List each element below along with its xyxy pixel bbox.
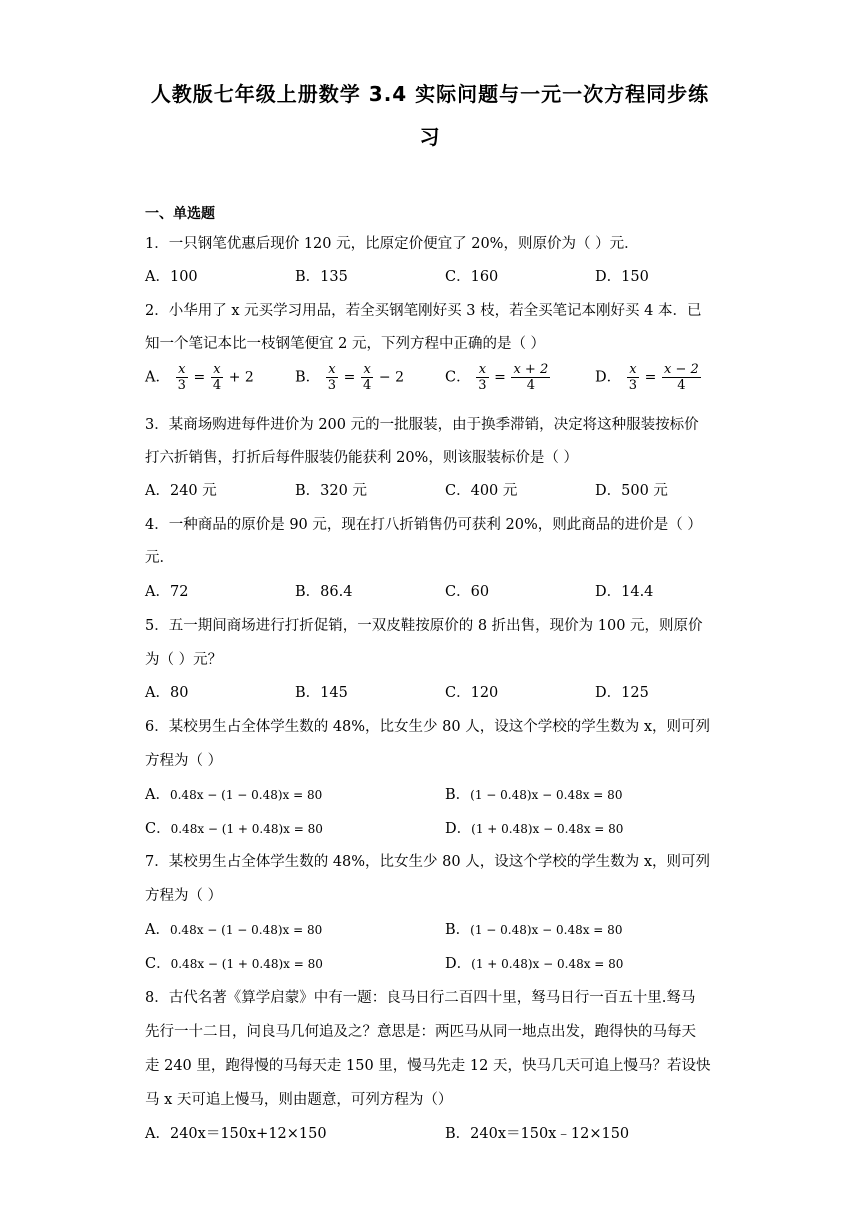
q7-option-d bbox=[445, 952, 623, 973]
q2-option-c bbox=[445, 362, 551, 393]
numerator: x bbox=[326, 362, 338, 378]
numerator: x bbox=[211, 362, 223, 378]
numerator: x bbox=[476, 362, 488, 378]
question-8-line-4: 马 x 天可追上慢马，则由题意，可列方程为（） bbox=[145, 1092, 453, 1108]
q2-option-a bbox=[145, 362, 254, 393]
denominator: 4 bbox=[363, 378, 372, 393]
q1-option-d: D．150 bbox=[595, 269, 649, 285]
equals-sign: = bbox=[644, 369, 657, 386]
question-8-line-1: 8．古代名著《算学启蒙》中有一题：良马日行二百四十里，驽马日行一百五十里.驽马 bbox=[145, 990, 696, 1006]
option-label: C． bbox=[145, 821, 171, 837]
q3-option-c: C．400 元 bbox=[445, 483, 518, 499]
question-1-text: 1．一只钢笔优惠后现价 120 元，比原定价便宜了 20%，则原价为（ ）元． bbox=[145, 236, 639, 252]
equation: (1 − 0.48)x − 0.48x = 80 bbox=[470, 923, 623, 937]
equation: 0.48x − (1 − 0.48)x = 80 bbox=[169, 788, 323, 802]
numerator: x − 2 bbox=[663, 362, 699, 377]
fraction bbox=[662, 362, 701, 393]
q3-option-b: B．320 元 bbox=[295, 483, 367, 499]
q6-option-d bbox=[445, 817, 623, 838]
q2-option-b bbox=[295, 362, 404, 393]
q4-option-b: B．86.4 bbox=[295, 584, 353, 600]
denominator: 3 bbox=[177, 378, 186, 393]
fraction bbox=[361, 362, 373, 393]
option-label: D． bbox=[595, 369, 622, 386]
q3-option-a: A．240 元 bbox=[145, 483, 217, 499]
denominator: 3 bbox=[628, 378, 638, 393]
equation-tail: − 2 bbox=[378, 369, 404, 386]
q5-option-a: A．80 bbox=[145, 685, 189, 701]
question-4-line-2: 元． bbox=[145, 550, 174, 566]
q7-option-a bbox=[145, 918, 322, 939]
denominator: 4 bbox=[212, 378, 222, 393]
question-5-line-2: 为（ ）元？ bbox=[145, 652, 223, 668]
equation: 0.48x − (1 + 0.48)x = 80 bbox=[170, 822, 323, 836]
numerator: x + 2 bbox=[513, 362, 549, 377]
q1-option-a: A．100 bbox=[145, 269, 198, 285]
option-label: A． bbox=[145, 787, 170, 803]
q6-option-b bbox=[445, 783, 622, 804]
option-label: C． bbox=[445, 369, 471, 386]
denominator: 3 bbox=[478, 378, 487, 393]
question-2-line-1: 2．小华用了 x 元买学习用品，若全买钢笔刚好买 3 枝，若全买笔记本刚好买 4 本．已 bbox=[145, 303, 702, 319]
question-3-line-1: 3．某商场购进每件进价为 200 元的一批服装，由于换季滞销，决定将这种服装按标价 bbox=[145, 417, 699, 433]
question-7-line-2: 方程为（ ） bbox=[145, 888, 223, 904]
question-6-line-1: 6．某校男生占全体学生数的 48%，比女生少 80 人，设这个学校的学生数为 x，则可列 bbox=[145, 719, 711, 735]
fraction bbox=[211, 362, 223, 393]
equals-sign: = bbox=[494, 369, 506, 386]
q5-option-d: D．125 bbox=[595, 685, 649, 701]
q7-option-c bbox=[145, 952, 323, 973]
equation: 0.48x − (1 + 0.48)x = 80 bbox=[170, 957, 323, 971]
q7-option-b bbox=[445, 918, 622, 939]
option-label: B． bbox=[445, 787, 471, 803]
question-2-line-2: 知一个笔记本比一枝钢笔便宜 2 元，下列方程中正确的是（ ） bbox=[145, 336, 546, 352]
denominator: 4 bbox=[526, 378, 535, 393]
question-5-line-1: 5．五一期间商场进行打折促销，一双皮鞋按原价的 8 折出售，现价为 100 元，则原价 bbox=[145, 618, 703, 634]
question-8-line-2: 先行一十二日，问良马几何追及之？意思是：两匹马从同一地点出发，跑得快的马每天 bbox=[145, 1024, 696, 1040]
option-label: A． bbox=[145, 922, 170, 938]
question-3-line-2: 打六折销售，打折后每件服装仍能获利 20%，则该服装标价是（ ） bbox=[145, 450, 578, 466]
q6-option-a bbox=[145, 783, 322, 804]
title-line-2: 习 bbox=[419, 125, 441, 149]
q8-option-b: B．240x＝150x﹣12×150 bbox=[445, 1126, 630, 1142]
question-6-line-2: 方程为（ ） bbox=[145, 753, 223, 769]
fraction bbox=[176, 362, 188, 393]
section-heading: 一、单选题 bbox=[145, 206, 215, 222]
equation: (1 + 0.48)x − 0.48x = 80 bbox=[471, 822, 624, 836]
denominator: 3 bbox=[327, 378, 337, 393]
equals-sign: = bbox=[193, 369, 206, 386]
numerator: x bbox=[627, 362, 639, 378]
question-7-line-1: 7．某校男生占全体学生数的 48%，比女生少 80 人，设这个学校的学生数为 x，则可列 bbox=[145, 854, 711, 870]
question-8-line-3: 走 240 里，跑得慢的马每天走 150 里，慢马先走 12 天，快马几天可追上慢马？若设快 bbox=[145, 1058, 711, 1074]
fraction bbox=[511, 362, 550, 393]
fraction bbox=[326, 362, 338, 393]
equation: (1 + 0.48)x − 0.48x = 80 bbox=[471, 957, 624, 971]
q3-option-d: D．500 元 bbox=[595, 483, 668, 499]
q8-option-a: A．240x＝150x+12×150 bbox=[145, 1126, 327, 1142]
question-4-line-1: 4．一种商品的原价是 90 元，现在打八折销售仍可获利 20%，则此商品的进价是（ ） bbox=[145, 517, 702, 533]
numerator: x bbox=[176, 362, 188, 378]
equation: (1 − 0.48)x − 0.48x = 80 bbox=[470, 788, 623, 802]
q1-option-b: B．135 bbox=[295, 269, 348, 285]
q5-option-b: B．145 bbox=[295, 685, 348, 701]
option-label: D． bbox=[445, 956, 472, 972]
q6-option-c bbox=[145, 817, 323, 838]
option-label: C． bbox=[145, 956, 171, 972]
q1-option-c: C．160 bbox=[445, 269, 499, 285]
q2-option-d bbox=[595, 362, 702, 393]
q5-option-c: C．120 bbox=[445, 685, 499, 701]
option-label: A． bbox=[145, 369, 170, 386]
title-line-1: 人教版七年级上册数学 3.4 实际问题与一元一次方程同步练 bbox=[150, 82, 710, 106]
equals-sign: = bbox=[343, 369, 356, 386]
option-label: B． bbox=[445, 922, 471, 938]
equation: 0.48x − (1 − 0.48)x = 80 bbox=[169, 923, 323, 937]
numerator: x bbox=[361, 362, 373, 378]
fraction bbox=[627, 362, 639, 393]
fraction bbox=[476, 362, 488, 393]
equation-tail: + 2 bbox=[228, 369, 254, 386]
q4-option-d: D．14.4 bbox=[595, 584, 654, 600]
option-label: B． bbox=[295, 369, 321, 386]
q4-option-a: A．72 bbox=[145, 584, 189, 600]
denominator: 4 bbox=[677, 378, 686, 393]
option-label: D． bbox=[445, 821, 472, 837]
q4-option-c: C．60 bbox=[445, 584, 490, 600]
